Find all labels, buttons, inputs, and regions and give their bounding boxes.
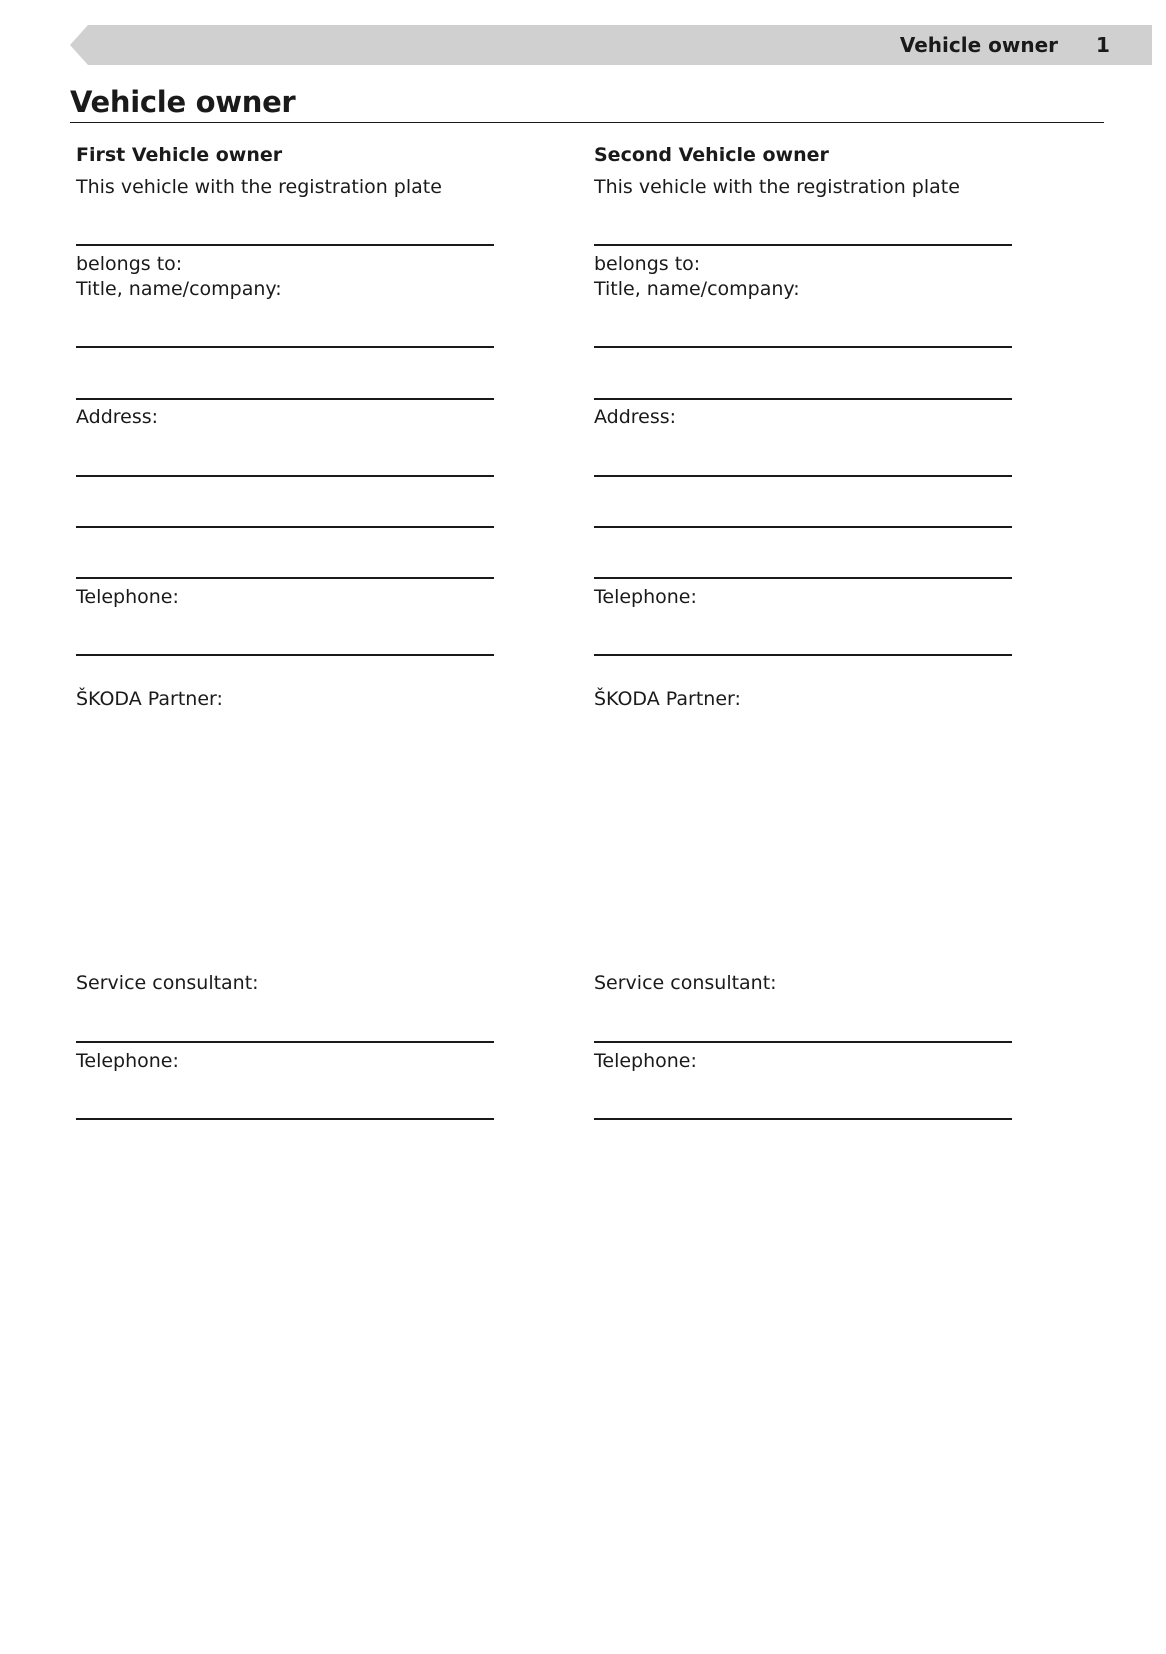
address-field-line-3[interactable] (594, 577, 1012, 579)
title-name-company-label: Title, name/company: (76, 278, 282, 300)
belongs-to-label: belongs to: (76, 253, 183, 275)
telephone-field[interactable] (594, 654, 1012, 656)
second-owner-heading: Second Vehicle owner (594, 144, 829, 166)
second-owner-column (594, 0, 1034, 1654)
address-label: Address: (76, 406, 159, 428)
address-field-line-2[interactable] (594, 526, 1012, 528)
service-telephone-field[interactable] (594, 1118, 1012, 1120)
address-field-line-3[interactable] (76, 577, 494, 579)
name-field-line-1[interactable] (594, 346, 1012, 348)
telephone-field[interactable] (76, 654, 494, 656)
service-consultant-label: Service consultant: (594, 972, 777, 994)
registration-intro: This vehicle with the registration plate (594, 176, 960, 198)
address-field-line-1[interactable] (76, 475, 494, 477)
skoda-partner-label: ŠKODA Partner: (594, 688, 741, 710)
header-section-title: Vehicle owner (899, 33, 1058, 57)
service-consultant-label: Service consultant: (76, 972, 259, 994)
name-field-line-1[interactable] (76, 346, 494, 348)
telephone-label: Telephone: (76, 586, 179, 608)
service-consultant-field[interactable] (76, 1041, 494, 1043)
title-name-company-label: Title, name/company: (594, 278, 800, 300)
telephone-label: Telephone: (594, 586, 697, 608)
service-telephone-label: Telephone: (76, 1050, 179, 1072)
page-number: 1 (1096, 33, 1110, 57)
address-label: Address: (594, 406, 677, 428)
address-field-line-1[interactable] (594, 475, 1012, 477)
skoda-partner-label: ŠKODA Partner: (76, 688, 223, 710)
registration-intro: This vehicle with the registration plate (76, 176, 442, 198)
service-telephone-field[interactable] (76, 1118, 494, 1120)
service-telephone-label: Telephone: (594, 1050, 697, 1072)
service-consultant-field[interactable] (594, 1041, 1012, 1043)
page-title: Vehicle owner (70, 85, 296, 119)
registration-plate-field[interactable] (594, 244, 1012, 246)
registration-plate-field[interactable] (76, 244, 494, 246)
name-field-line-2[interactable] (594, 398, 1012, 400)
name-field-line-2[interactable] (76, 398, 494, 400)
belongs-to-label: belongs to: (594, 253, 701, 275)
address-field-line-2[interactable] (76, 526, 494, 528)
first-owner-column (76, 0, 516, 1654)
first-owner-heading: First Vehicle owner (76, 144, 283, 166)
